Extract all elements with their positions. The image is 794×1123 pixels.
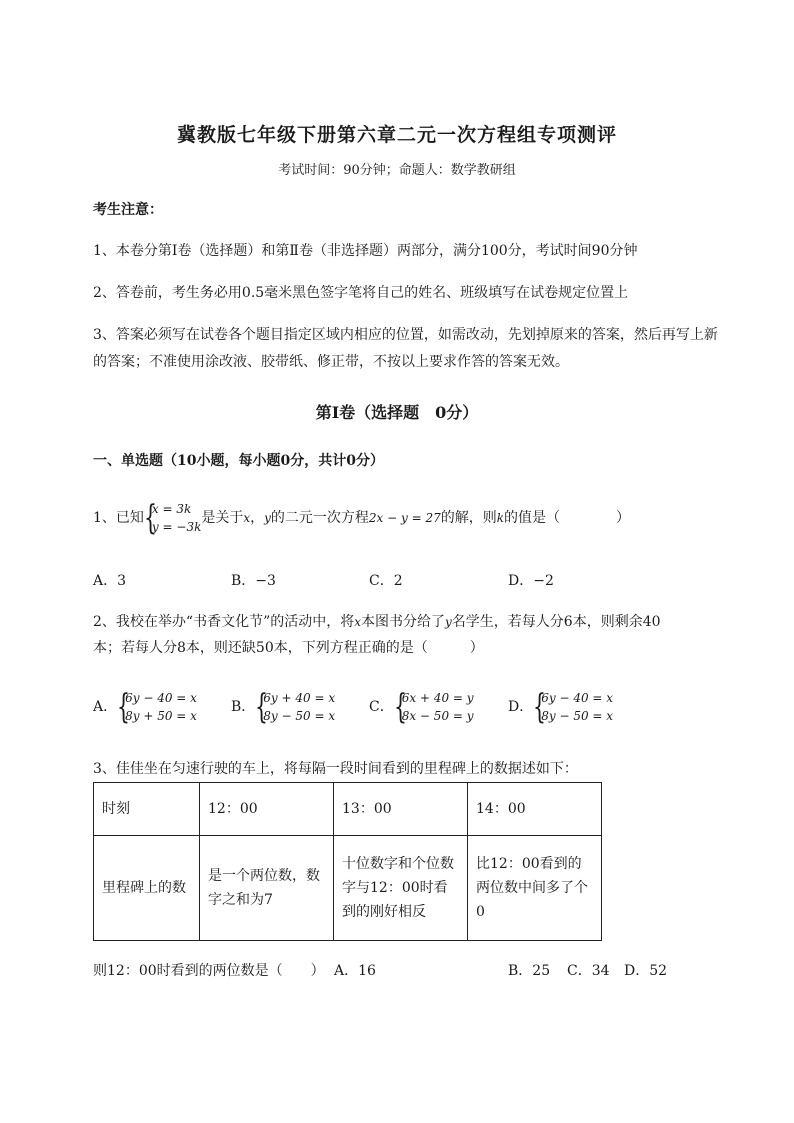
q2-var-x: x xyxy=(354,615,362,629)
part-heading: 一、单选题（10小题，每小题0分，共计0分） xyxy=(93,453,384,469)
q2-option-b xyxy=(231,689,335,725)
page-title: 冀教版七年级下册第六章二元一次方程组专项测评 xyxy=(176,124,617,146)
q1-sys-line-2: y = −3k xyxy=(151,520,202,534)
table-header-row xyxy=(94,783,602,836)
notice-item-1: 1、本卷分第I卷（选择题）和第Ⅱ卷（非选择题）两部分，满分100分，考试时间90分钟 xyxy=(93,243,638,259)
question-2-line-1 xyxy=(93,612,661,632)
q2-option-c-system xyxy=(394,689,474,725)
q2-option-c-label: C． xyxy=(369,699,394,715)
q2-text-2: 本图书分给了 xyxy=(361,614,446,630)
q1-prefix: 1、已知 xyxy=(93,510,144,526)
question-2-line-2: 本；若每人分8本，则还缺50本，下列方程正确的是（ ） xyxy=(93,640,484,656)
brace-icon: { xyxy=(117,687,131,727)
q2-option-d-label: D． xyxy=(508,699,534,715)
notice-item-2: 2、答卷前，考生务必用0.5毫米黑色签字笔将自己的姓名、班级填写在试卷规定位置上 xyxy=(93,285,629,301)
q2-var-y: y xyxy=(445,615,452,629)
q1-comma: ， xyxy=(250,510,265,526)
table-header-cell: 14：00 xyxy=(468,783,602,836)
q1-var-x: x xyxy=(243,511,251,525)
q2-option-c xyxy=(369,689,474,725)
exam-info: 考试时间：90分钟；命题人：数学教研组 xyxy=(278,163,516,178)
notice-item-3: 3、答案必须写在试卷各个题目指定区域内相应的位置，如需改动，先划掉原来的答案，然后再写上新 xyxy=(93,327,718,343)
q2-option-a xyxy=(93,689,197,725)
table-header-cell: 12：00 xyxy=(200,783,334,836)
brace-icon: { xyxy=(143,498,157,538)
table-cell: 比12：00看到的两位数中间多了个0 xyxy=(468,836,602,941)
q1-equation-system xyxy=(144,500,201,536)
q1-equation: 2x − y = 27 xyxy=(368,511,441,525)
q2-option-b-label: B． xyxy=(231,699,256,715)
q2-a-line-2: 8y + 50 = x xyxy=(125,709,197,723)
brace-icon: { xyxy=(533,687,547,727)
q1-var-y: y xyxy=(264,511,271,525)
brace-icon: { xyxy=(393,687,407,727)
notice-heading: 考生注意： xyxy=(93,202,163,218)
q1-var-k: k xyxy=(496,511,505,525)
notice-item-3-cont: 的答案；不准使用涂改液、胶带纸、修正带，不按以上要求作答的答案无效。 xyxy=(93,354,569,370)
table-row xyxy=(94,836,602,941)
table-header-cell: 13：00 xyxy=(334,783,468,836)
q3-option-c: C．34 xyxy=(567,963,610,979)
q1-option-c: C．2 xyxy=(369,573,403,589)
q2-b-line-1: 6y + 40 = x xyxy=(263,691,336,705)
question-3-prompt: 则12：00时看到的两位数是（ ） xyxy=(93,963,325,979)
q3-option-b: B．25 xyxy=(508,963,551,979)
question-1 xyxy=(93,500,630,536)
question-3-intro: 3、佳佳坐在匀速行驶的车上，将每隔一段时间看到的里程碑上的数据述如下： xyxy=(93,761,578,777)
q2-c-line-2: 8x − 50 = y xyxy=(401,709,474,723)
q1-sys-line-1: x = 3k xyxy=(151,502,192,516)
q3-option-d: D．52 xyxy=(624,963,668,979)
q2-option-a-label: A． xyxy=(93,699,118,715)
q2-option-d xyxy=(508,689,613,725)
q2-d-line-1: 6y − 40 = x xyxy=(541,691,614,705)
q3-option-a: A．16 xyxy=(334,963,376,979)
table-header-cell: 时刻 xyxy=(94,783,200,836)
table-cell: 十位数字和个位数字与12：00时看到的刚好相反 xyxy=(334,836,468,941)
milestone-table xyxy=(93,782,602,941)
q1-text-4: 的值是（ ） xyxy=(504,510,631,526)
q2-option-a-system xyxy=(117,689,197,725)
q2-a-line-1: 6y − 40 = x xyxy=(125,691,197,705)
brace-icon: { xyxy=(255,687,269,727)
q2-d-line-2: 8y − 50 = x xyxy=(541,709,614,723)
q1-text-3: 的解，则 xyxy=(440,510,497,526)
q1-option-d: D．−2 xyxy=(508,573,554,589)
q1-option-b: B．−3 xyxy=(231,573,276,589)
table-row-label: 里程碑上的数 xyxy=(94,836,200,941)
q2-c-line-1: 6x + 40 = y xyxy=(401,691,474,705)
q2-b-line-2: 8y − 50 = x xyxy=(263,709,336,723)
table-cell: 是一个两位数，数字之和为7 xyxy=(200,836,334,941)
q1-text-1: 是关于 xyxy=(201,510,244,526)
q1-option-a: A．3 xyxy=(93,573,127,589)
q1-text-2: 的二元一次方程 xyxy=(270,510,369,526)
section-title: 第I卷（选择题 0分） xyxy=(315,403,479,422)
q2-option-b-system xyxy=(255,689,335,725)
q2-option-d-system xyxy=(533,689,613,725)
q2-text-3: 名学生，若每人分6本，则剩余40 xyxy=(451,614,661,630)
q2-text-1: 2、我校在举办“书香文化节”的活动中，将 xyxy=(93,614,355,630)
